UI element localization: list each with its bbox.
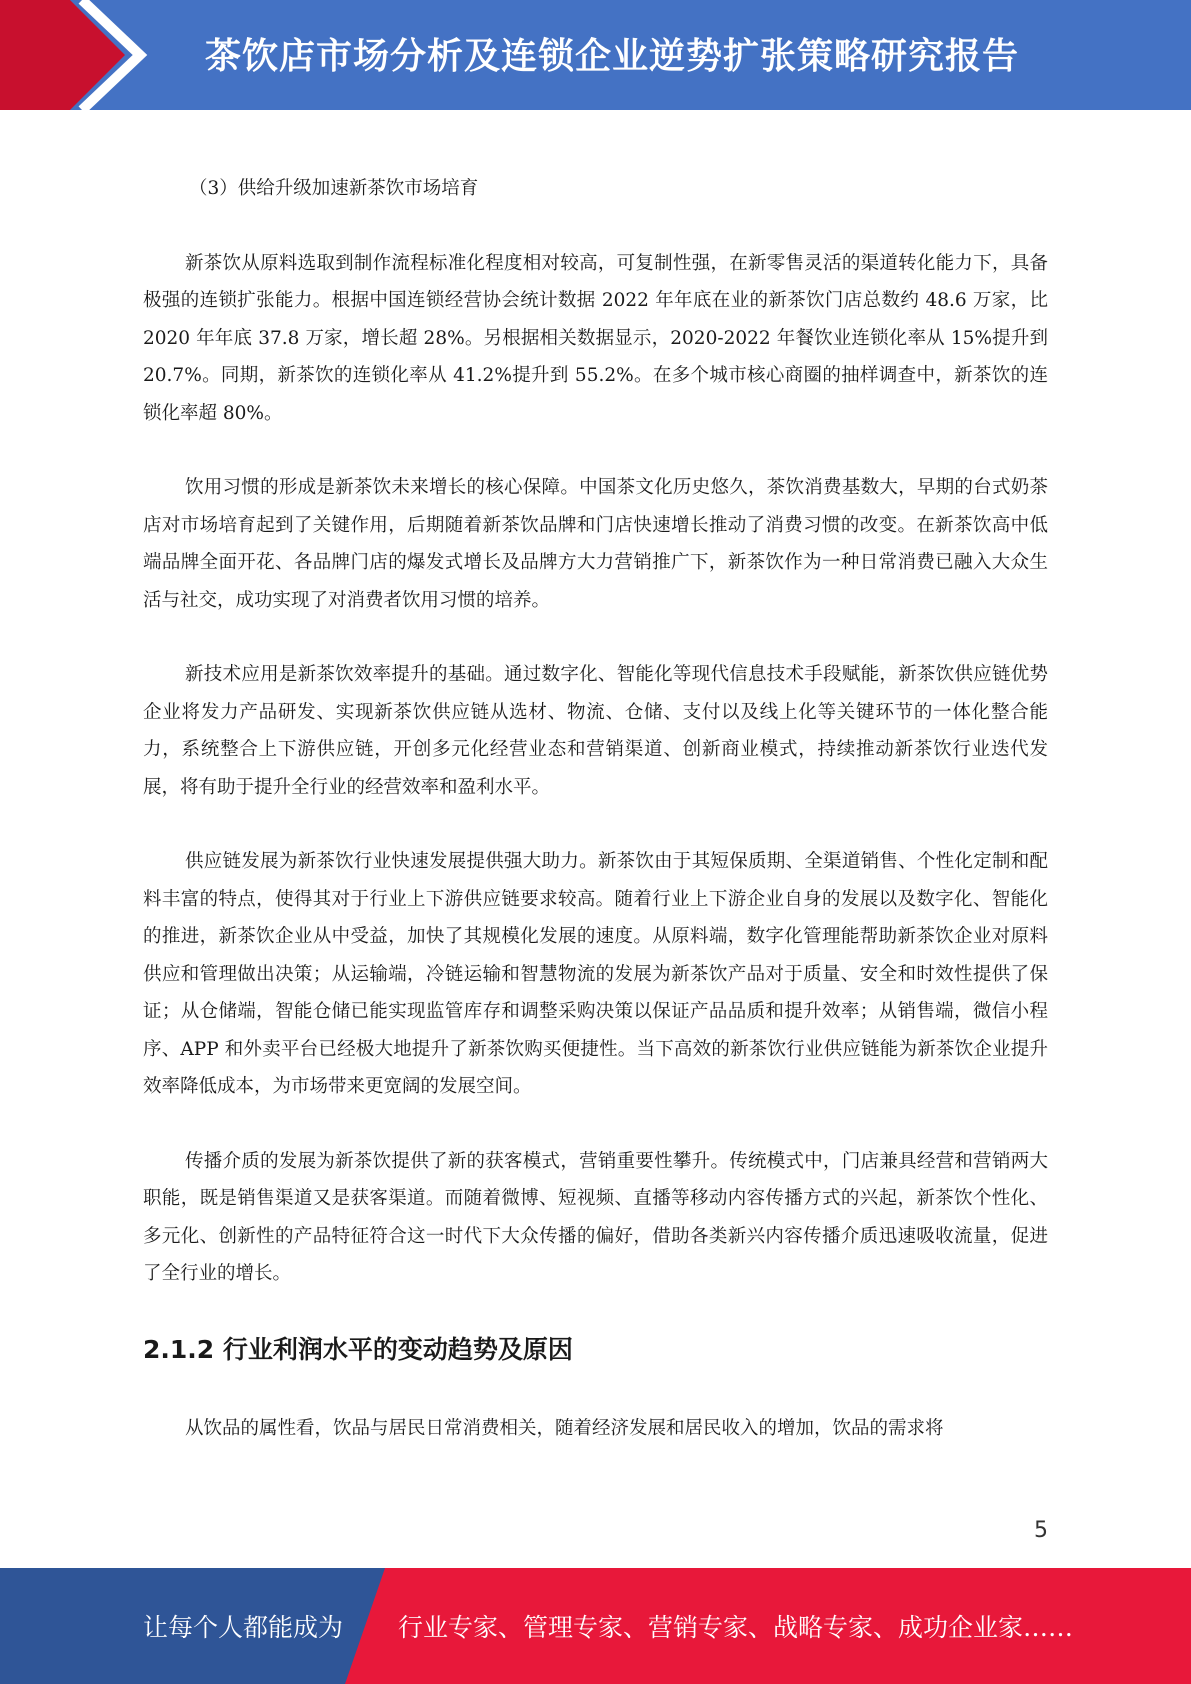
page-footer [0,1568,1191,1684]
paragraph-6: 从饮品的属性看，饮品与居民日常消费相关，随着经济发展和居民收入的增加，饮品的需求将 [185,1417,944,1439]
page-header [0,0,1191,110]
page-number: 5 [1034,1518,1048,1543]
subsection-heading: （3）供给升级加速新茶饮市场培育 [189,178,479,199]
paragraph-5: 传播介质的发展为新茶饮提供了新的获客模式，营销重要性攀升。传统模式中，门店兼具经营和营销两大职能，既是销售渠道又是获客渠道。而随着微博、短视频、直播等移动内容传播方式的兴起，新茶饮个性化、多元化、创新性的产品特征符合这一时代下大众传播的偏好，借助各类新兴内容传播介质迅速吸收流量，促进了全行业的增长。 [143,1150,1048,1284]
paragraph-3: 新技术应用是新茶饮效率提升的基础。通过数字化、智能化等现代信息技术手段赋能，新茶饮供应链优势企业将发力产品研发、实现新茶饮供应链从选材、物流、仓储、支付以及线上化等关键环节的一体化整合能力，系统整合上下游供应链，开创多元化经营业态和营销渠道、创新商业模式，持续推动新茶饮行业迭代发展，将有助于提升全行业的经营效率和盈利水平。 [143,664,1048,798]
footer-slogan-right: 行业专家、管理专家、营销专家、战略专家、成功企业家…… [398,1613,1074,1642]
paragraph-4: 供应链发展为新茶饮行业快速发展提供强大助力。新茶饮由于其短保质期、全渠道销售、个性化定制和配料丰富的特点，使得其对于行业上下游供应链要求较高。随着行业上下游企业自身的发展以及数字化、智能化的推进，新茶饮企业从中受益，加快了其规模化发展的速度。从原料端，数字化管理能帮助新茶饮企业对原料供应和管理做出决策；从运输端，冷链运输和智慧物流的发展为新茶饮产品对于质量、安全和时效性提供了保证；从仓储端，智能仓储已能实现监管库存和调整采购决策以保证产品品质和提升效率；从销售端，微信小程序、APP 和外卖平台已经极大地提升了新茶饮购买便捷性。当下高效的新茶饮行业供应链能为新茶饮企业提升效率降低成本，为市场带来更宽阔的发展空间。 [143,851,1048,1097]
paragraph-1: 新茶饮从原料选取到制作流程标准化程度相对较高，可复制性强，在新零售灵活的渠道转化能力下，具备极强的连锁扩张能力。根据中国连锁经营协会统计数据 2022 年年底在业的新茶饮门店总数约 48.6 万家，比 2020 年年底 37.8 万家，增长超 28%。另根据相关数据显示，2020-2022 年餐饮业连锁化率从 15%提升到 20.7%。同期，新茶饮的连锁化率从 41.2%提升到 55.2%。在多个城市核心商圈的抽样调查中，新茶饮的连锁化率超 80%。 [143,252,1048,424]
report-title: 茶饮店市场分析及连锁企业逆势扩张策略研究报告 [205,36,1020,77]
footer-slogan-left: 让每个人都能成为 [143,1613,344,1642]
section-heading: 2.1.2 行业利润水平的变动趋势及原因 [143,1334,573,1364]
document-body [143,170,1048,1484]
paragraph-2: 饮用习惯的形成是新茶饮未来增长的核心保障。中国茶文化历史悠久，茶饮消费基数大，早期的台式奶茶店对市场培育起到了关键作用，后期随着新茶饮品牌和门店快速增长推动了消费习惯的改变。在新茶饮高中低端品牌全面开花、各品牌门店的爆发式增长及品牌方大力营销推广下，新茶饮作为一种日常消费已融入大众生活与社交，成功实现了对消费者饮用习惯的培养。 [143,477,1048,611]
